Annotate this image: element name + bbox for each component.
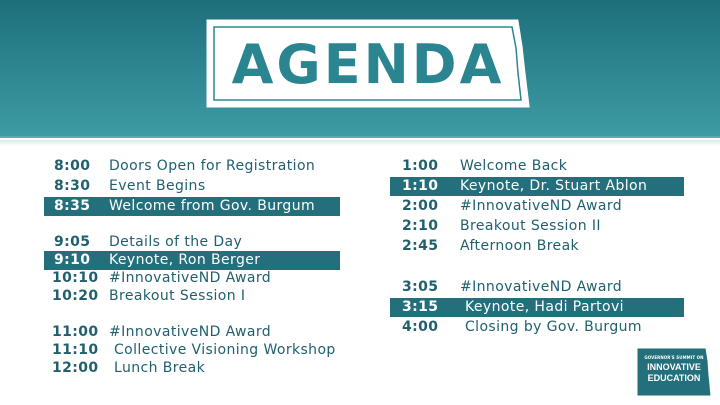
agenda-time: 9:10 xyxy=(54,252,91,268)
agenda-time: 9:05 xyxy=(54,234,91,250)
agenda-event: Details of the Day xyxy=(109,234,243,250)
agenda-time: 10:20 xyxy=(52,288,99,304)
agenda-row xyxy=(44,359,340,378)
summit-logo xyxy=(636,347,712,397)
agenda-time: 3:15 xyxy=(402,299,439,315)
agenda-row xyxy=(44,287,340,306)
agenda-event: #InnovativeND Award xyxy=(460,198,623,214)
agenda-event: Keynote, Dr. Stuart Ablon xyxy=(460,178,648,194)
agenda-row xyxy=(44,269,340,288)
agenda-time: 8:30 xyxy=(54,178,91,194)
agenda-event: Closing by Gov. Burgum xyxy=(465,319,642,335)
agenda-row-highlighted xyxy=(390,298,684,317)
logo-line-1: INNOVATIVE xyxy=(647,362,701,372)
agenda-row-highlighted xyxy=(390,177,684,196)
agenda-row xyxy=(390,278,684,297)
agenda-event: Event Begins xyxy=(109,178,206,194)
agenda-time: 2:10 xyxy=(402,218,439,234)
agenda-row xyxy=(390,318,684,337)
agenda-event: Welcome from Gov. Burgum xyxy=(109,198,316,214)
agenda-row xyxy=(44,157,340,176)
agenda-time: 1:00 xyxy=(402,158,439,174)
agenda-time: 11:10 xyxy=(52,342,99,358)
header-shadow xyxy=(0,140,720,146)
agenda-row xyxy=(44,177,340,196)
logo-line-2: EDUCATION xyxy=(647,373,701,383)
agenda-row xyxy=(390,197,684,216)
agenda-time: 10:10 xyxy=(52,270,99,286)
agenda-event: Collective Visioning Workshop xyxy=(114,342,336,358)
agenda-event: Keynote, Hadi Partovi xyxy=(465,299,624,315)
agenda-event: Breakout Session I xyxy=(109,288,246,304)
agenda-row xyxy=(44,323,340,342)
agenda-time: 8:00 xyxy=(54,158,91,174)
agenda-event: Keynote, Ron Berger xyxy=(109,252,261,268)
agenda-row xyxy=(390,217,684,236)
agenda-event: Lunch Break xyxy=(114,360,206,376)
agenda-time: 12:00 xyxy=(52,360,99,376)
agenda-event: Welcome Back xyxy=(460,158,568,174)
agenda-row-highlighted xyxy=(44,197,340,216)
agenda-row xyxy=(390,157,684,176)
agenda-time: 2:45 xyxy=(402,238,439,254)
agenda-time: 1:10 xyxy=(402,178,439,194)
agenda-row xyxy=(44,341,364,360)
agenda-event: Afternoon Break xyxy=(460,238,580,254)
logo-title xyxy=(636,362,712,384)
agenda-event: Breakout Session II xyxy=(460,218,601,234)
page-title: AGENDA xyxy=(231,33,505,96)
agenda-event: #InnovativeND Award xyxy=(109,324,272,340)
agenda-row xyxy=(44,233,340,252)
logo-small-text: GOVERNOR'S SUMMIT ON xyxy=(644,355,704,360)
agenda-time: 3:05 xyxy=(402,279,439,295)
agenda-time: 11:00 xyxy=(52,324,99,340)
agenda-time: 8:35 xyxy=(54,198,91,214)
agenda-event: Doors Open for Registration xyxy=(109,158,316,174)
agenda-row-highlighted xyxy=(44,251,340,270)
agenda-event: #InnovativeND Award xyxy=(109,270,272,286)
agenda-time: 4:00 xyxy=(402,319,439,335)
agenda-time: 2:00 xyxy=(402,198,439,214)
agenda-event: #InnovativeND Award xyxy=(460,279,623,295)
agenda-row xyxy=(390,237,684,256)
